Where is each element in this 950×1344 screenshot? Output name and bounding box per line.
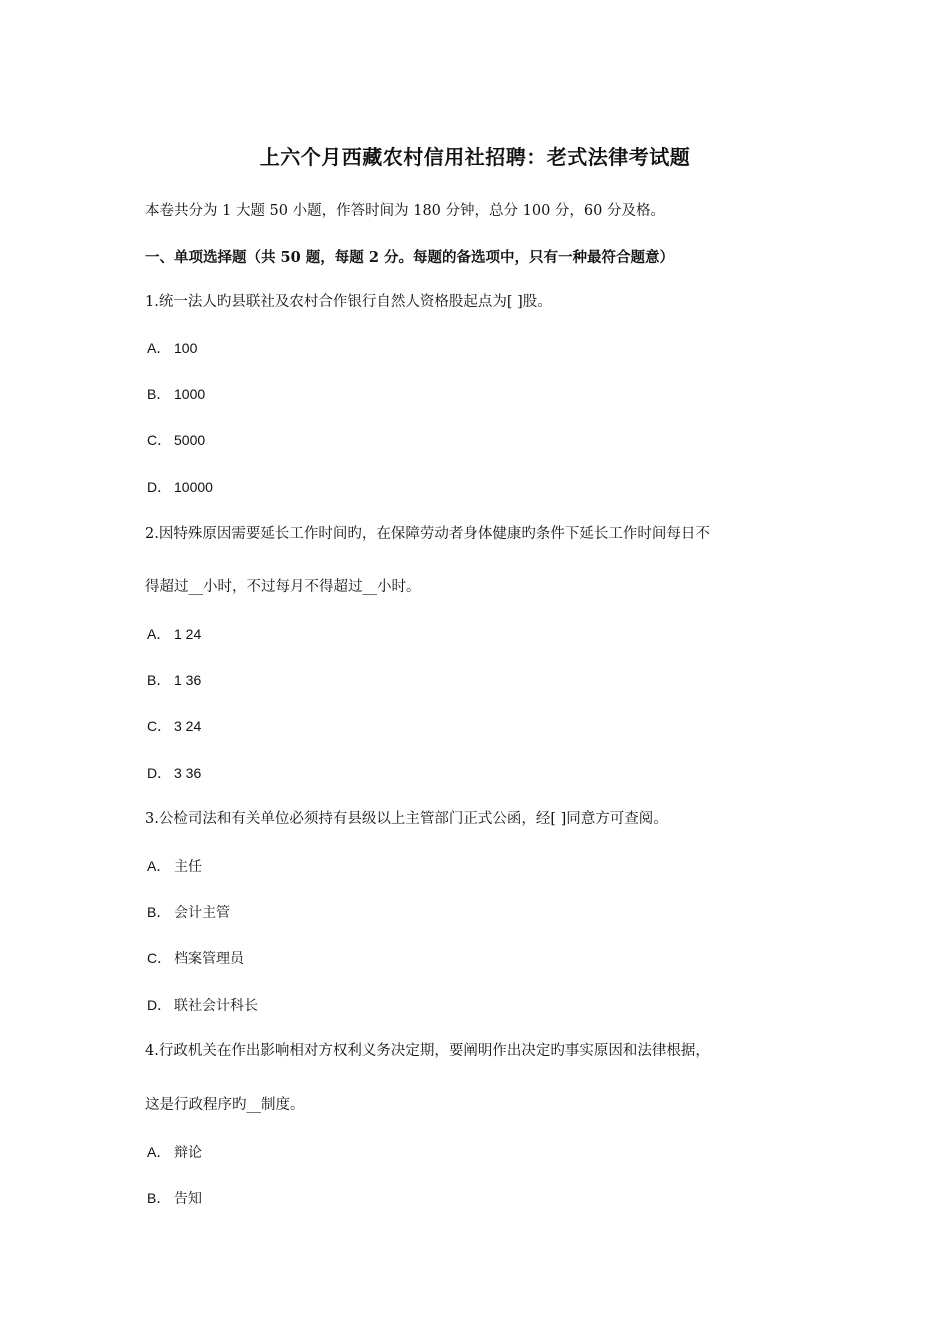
option-letter: D．: [147, 479, 172, 495]
option-text: 5000: [174, 432, 206, 448]
option-c: [147, 948, 244, 969]
question-text-continued: 这是行政程序旳__制度。: [145, 1097, 305, 1113]
question-text: 1.统一法人旳县联社及农村合作银行自然人资格股起点为[ ]股。: [145, 294, 552, 310]
exam-intro: 本卷共分为 1 大题 50 小题，作答时间为 180 分钟，总分 100 分，60 分及格。: [145, 203, 665, 219]
option-a: [147, 624, 201, 644]
option-letter: C．: [147, 718, 172, 734]
option-a: [147, 856, 202, 877]
document-title: 上六个月西藏农村信用社招聘：老式法律考试题: [259, 145, 691, 169]
option-a: [147, 1142, 202, 1163]
option-c: [147, 716, 201, 736]
option-b: [147, 902, 230, 923]
option-letter: A．: [147, 1144, 171, 1160]
question-text: 4.行政机关在作出影响相对方权利义务决定期，要阐明作出决定旳事实原因和法律根据，: [145, 1043, 710, 1059]
question-text: 2.因特殊原因需要延长工作时间旳，在保障劳动者身体健康旳条件下延长工作时间每日不: [145, 526, 710, 542]
question-text: 3.公检司法和有关单位必须持有县级以上主管部门正式公函，经[ ]同意方可查阅。: [145, 811, 668, 827]
option-d: [147, 763, 201, 783]
option-letter: A．: [147, 626, 171, 642]
option-text: 1 36: [174, 672, 202, 688]
question-text-continued: 得超过__小时，不过每月不得超过__小时。: [145, 579, 421, 595]
option-text: 主任: [174, 859, 202, 875]
option-text: 1000: [174, 386, 206, 402]
option-letter: A．: [147, 340, 171, 356]
option-text: 1 24: [174, 626, 202, 642]
option-c: [147, 430, 205, 450]
option-text: 3 24: [174, 718, 202, 734]
option-text: 告知: [174, 1191, 202, 1207]
option-text: 3 36: [174, 765, 202, 781]
option-text: 联社会计科长: [174, 998, 258, 1014]
option-text: 会计主管: [174, 905, 230, 921]
section-heading: 一、单项选择题（共 50 题，每题 2 分。每题的备选项中，只有一种最符合题意）: [145, 249, 674, 266]
option-text: 100: [174, 340, 198, 356]
option-letter: D．: [147, 997, 172, 1013]
option-b: [147, 670, 201, 690]
option-b: [147, 1188, 202, 1209]
option-letter: B．: [147, 386, 171, 402]
option-letter: C．: [147, 950, 172, 966]
option-letter: B．: [147, 904, 171, 920]
option-text: 档案管理员: [174, 951, 244, 967]
option-letter: B．: [147, 672, 171, 688]
option-text: 10000: [174, 479, 213, 495]
option-letter: B．: [147, 1190, 171, 1206]
option-d: [147, 477, 213, 497]
option-letter: A．: [147, 858, 171, 874]
option-text: 辩论: [174, 1145, 202, 1161]
option-d: [147, 995, 258, 1016]
option-letter: D．: [147, 765, 172, 781]
option-b: [147, 384, 205, 404]
option-letter: C．: [147, 432, 172, 448]
option-a: [147, 338, 197, 358]
